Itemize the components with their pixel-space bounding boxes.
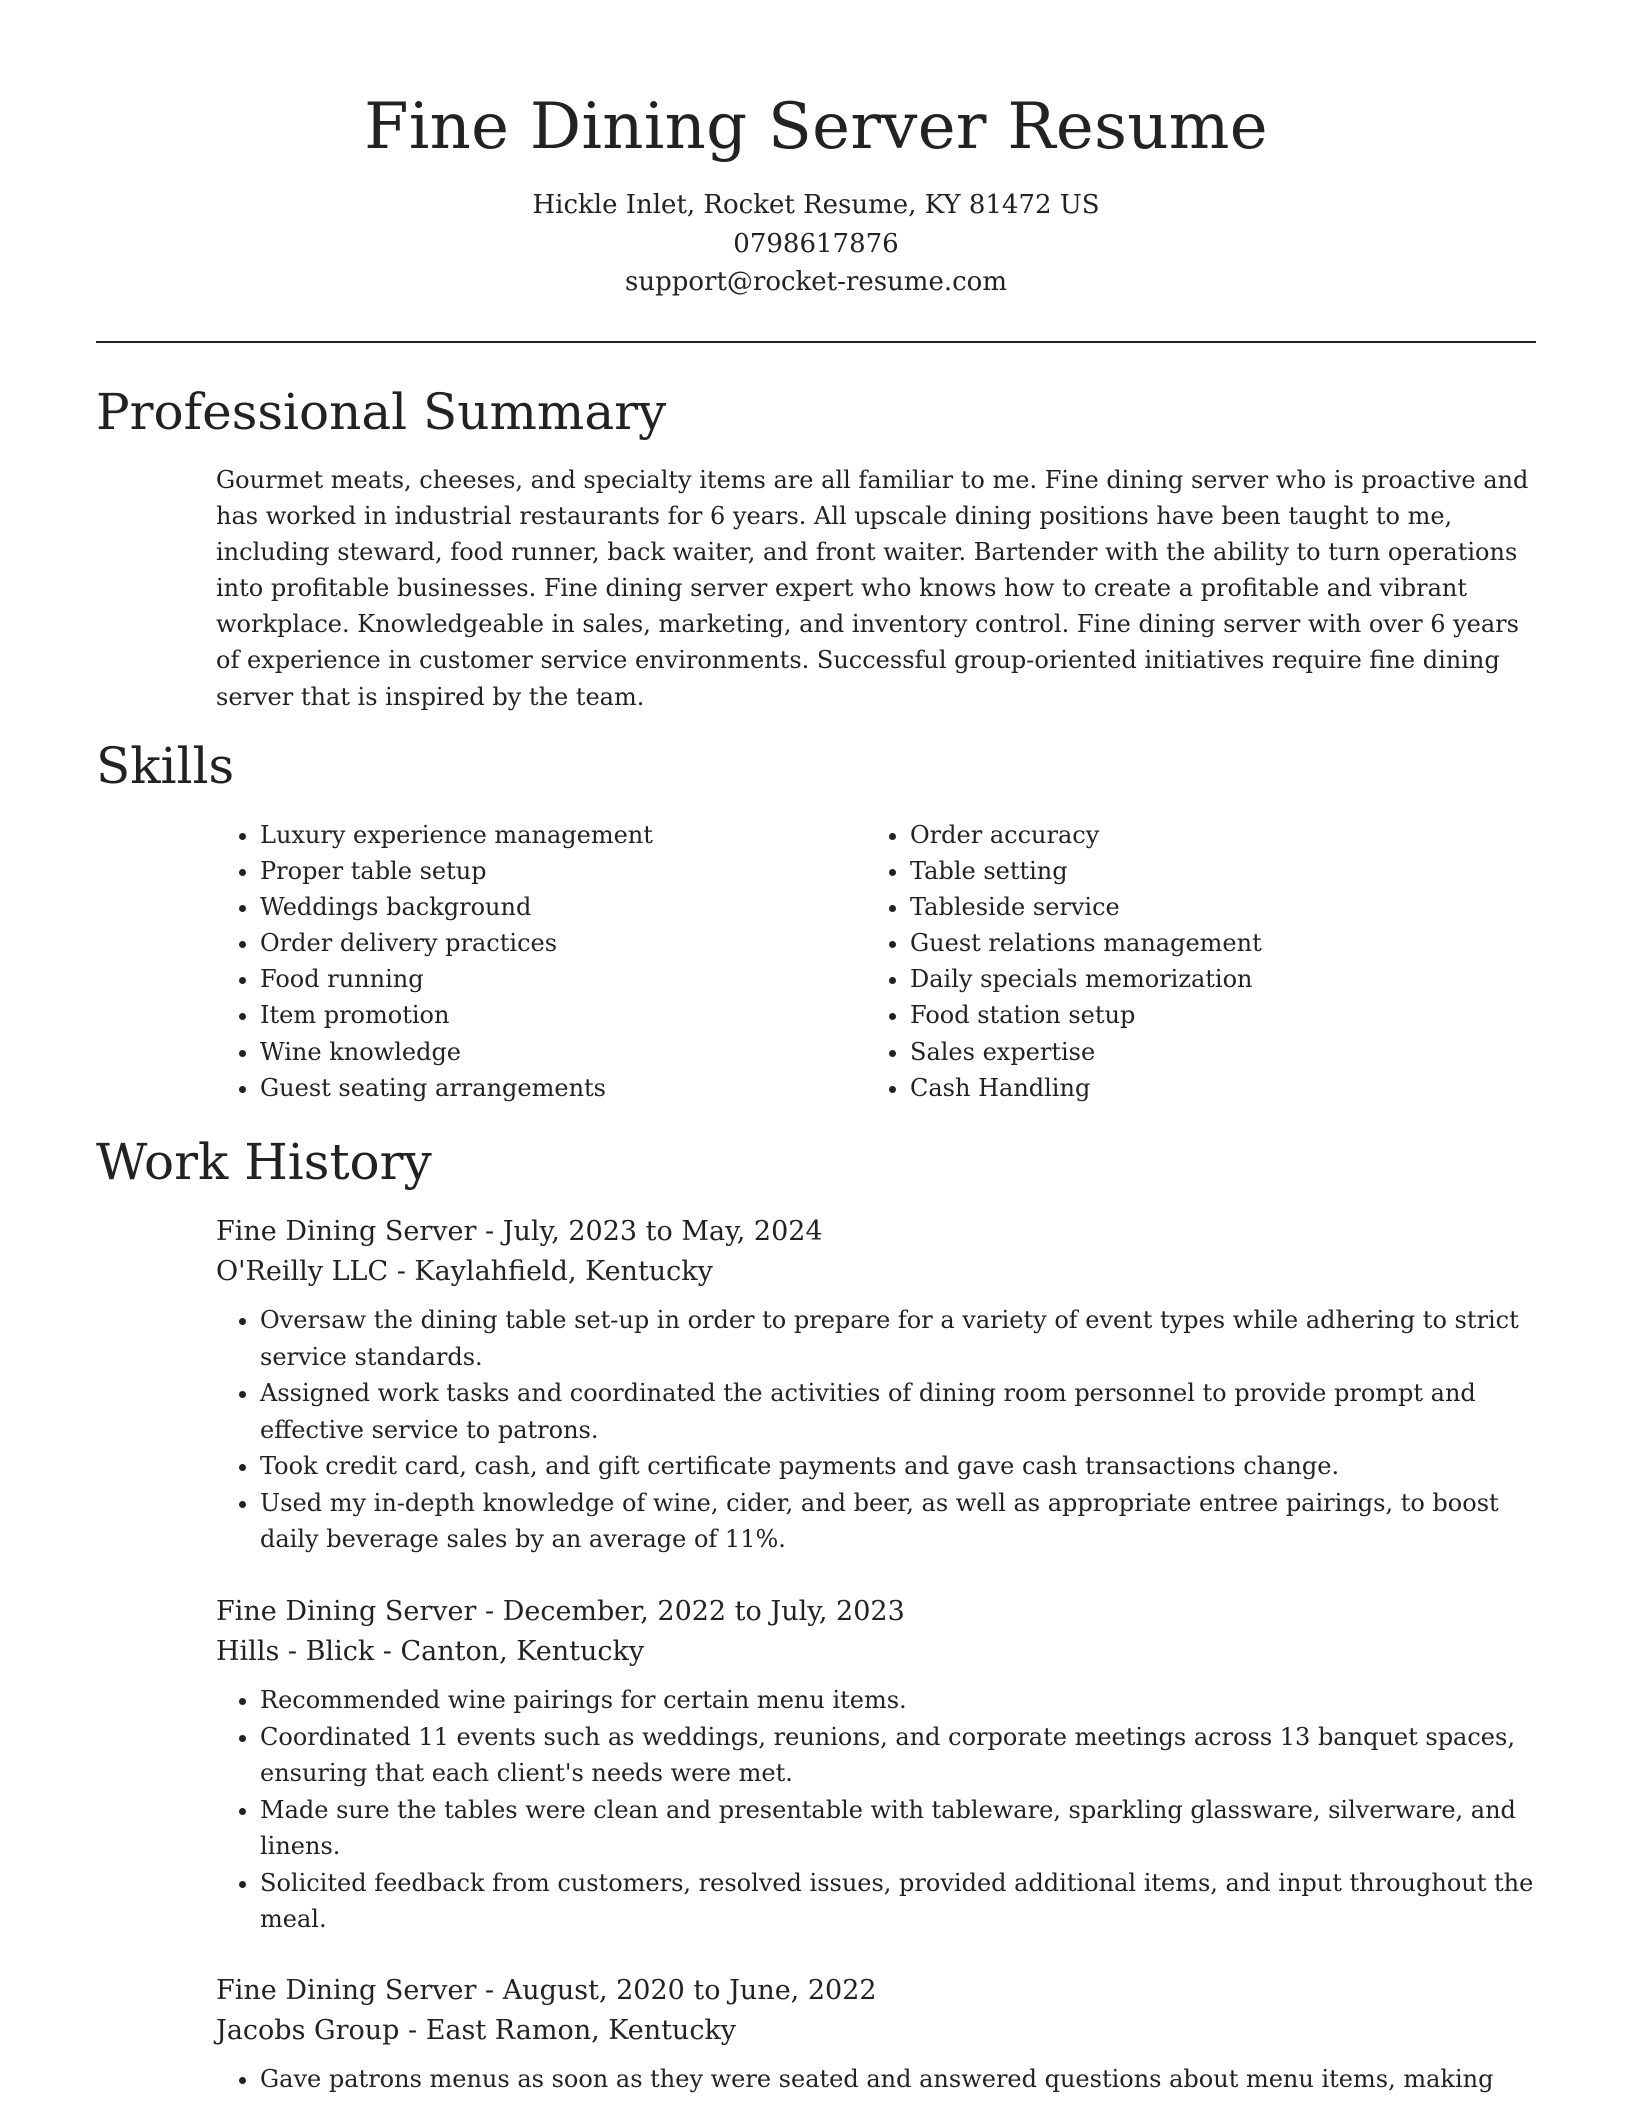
- skill-item: • Weddings background: [260, 889, 880, 925]
- job-title-dates: Fine Dining Server - December, 2022 to July, 2023: [216, 1596, 905, 1627]
- job-bullet: • Oversaw the dining table set-up in order to prepare for a variety of event types while adhering to strict service standards.: [260, 1302, 1546, 1375]
- job-bullet: • Used my in-depth knowledge of wine, cider, and beer, as well as appropriate entree pairings, to boost daily beverage sales by an average of 11%.: [260, 1485, 1546, 1558]
- job-company: Jacobs Group - East Ramon, Kentucky: [216, 2015, 737, 2046]
- skill-item: • Order accuracy: [910, 817, 1530, 853]
- skills-list-right: [866, 817, 1530, 1106]
- job-bullet: • Made sure the tables were clean and presentable with tableware, sparkling glassware, silverware, and linens.: [260, 1792, 1546, 1865]
- summary-text: Gourmet meats, cheeses, and specialty items are all familiar to me. Fine dining server who is proactive and has worked in industrial restaurants for 6 years. All upscale dining positions have been taught to me, including steward, food runner, back waiter, and front waiter. Bartender with the ability to turn operations into profitable businesses. Fine dining server expert who knows how to create a profitable and vibrant workplace. Knowledgeable in sales, marketing, and inventory control. Fine dining server with over 6 years of experience in customer service environments. Successful group-oriented initiatives require fine dining server that is inspired by the team.: [216, 466, 1529, 711]
- job-entry: [216, 1212, 1546, 1558]
- job-bullet: • Coordinated 11 events such as weddings, reunions, and corporate meetings across 13 banquet spaces, ensuring that each client's needs were met.: [260, 1719, 1546, 1792]
- resume-header: [0, 82, 1632, 302]
- skill-item: • Tableside service: [910, 889, 1530, 925]
- job-bullets: [216, 1682, 1546, 1938]
- skill-item: • Table setting: [910, 853, 1530, 889]
- skill-item: • Guest relations management: [910, 925, 1530, 961]
- skill-item: • Food station setup: [910, 997, 1530, 1033]
- job-bullet: • Gave patrons menus as soon as they were seated and answered questions about menu items, making: [260, 2061, 1546, 2098]
- job-bullets: [216, 2061, 1546, 2098]
- skill-item: • Luxury experience management: [260, 817, 880, 853]
- summary-heading: Professional Summary: [96, 383, 667, 441]
- job-bullet: • Assigned work tasks and coordinated the activities of dining room personnel to provide prompt and effective service to patrons.: [260, 1375, 1546, 1448]
- skill-item: • Cash Handling: [910, 1070, 1530, 1106]
- skill-item: • Wine knowledge: [260, 1034, 880, 1070]
- skill-item: • Daily specials memorization: [910, 961, 1530, 997]
- job-bullets: [216, 1302, 1546, 1558]
- contact-info: [0, 186, 1632, 302]
- email-line: support@rocket-resume.com: [624, 267, 1007, 297]
- skill-item: • Food running: [260, 961, 880, 997]
- header-divider: [96, 341, 1536, 343]
- skills-heading: Skills: [96, 737, 235, 795]
- skill-item: • Guest seating arrangements: [260, 1070, 880, 1106]
- address-line: Hickle Inlet, Rocket Resume, KY 81472 US: [532, 190, 1100, 220]
- page-title: Fine Dining Server Resume: [364, 90, 1268, 164]
- job-bullet: • Took credit card, cash, and gift certificate payments and gave cash transactions change.: [260, 1448, 1546, 1485]
- skill-item: • Proper table setup: [260, 853, 880, 889]
- work-history-heading: Work History: [96, 1133, 432, 1191]
- skills-list-left: [216, 817, 880, 1106]
- phone-line: 0798617876: [733, 228, 899, 259]
- job-bullet: • Solicited feedback from customers, resolved issues, provided additional items, and input throughout the meal.: [260, 1865, 1546, 1938]
- skill-item: • Item promotion: [260, 997, 880, 1033]
- skill-item: • Order delivery practices: [260, 925, 880, 961]
- job-title-dates: Fine Dining Server - August, 2020 to June, 2022: [216, 1975, 877, 2006]
- job-entry: [216, 1592, 1546, 1938]
- job-title-dates: Fine Dining Server - July, 2023 to May, 2024: [216, 1216, 823, 1247]
- job-company: O'Reilly LLC - Kaylahfield, Kentucky: [216, 1256, 713, 1287]
- skill-item: • Sales expertise: [910, 1034, 1530, 1070]
- job-bullet: • Recommended wine pairings for certain menu items.: [260, 1682, 1546, 1719]
- job-entry: [216, 1971, 1546, 2098]
- job-company: Hills - Blick - Canton, Kentucky: [216, 1636, 645, 1667]
